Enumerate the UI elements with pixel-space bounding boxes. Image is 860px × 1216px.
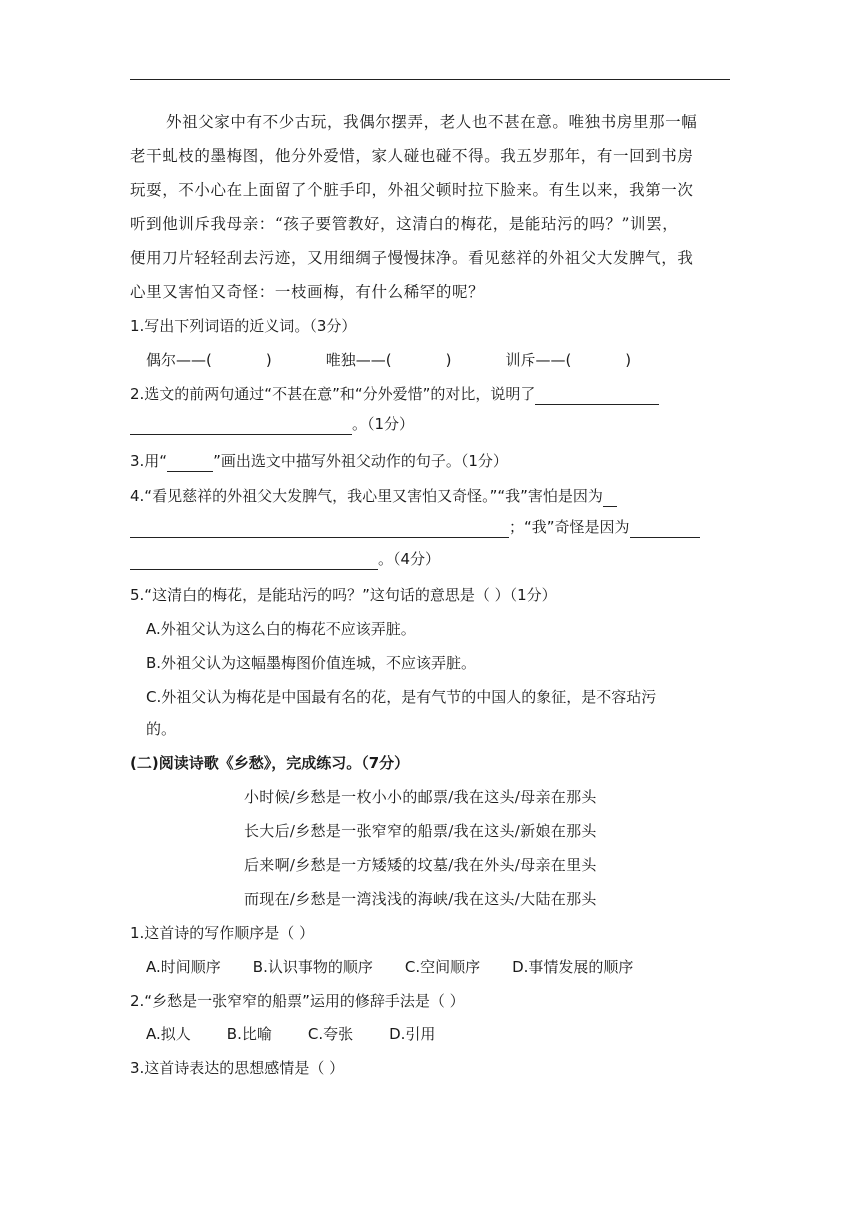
poem-line-2: 长大后/乡愁是一张窄窄的船票/我在这头/新娘在那头 [244,822,597,840]
s2-q2-option-b[interactable]: B.比喻 [226,1025,272,1043]
header-rule [130,79,730,80]
s2-q2-option-c[interactable]: C.夸张 [307,1025,354,1043]
question-5: 5.“这清白的梅花，是能玷污的吗？”这句话的意思是（ ）（1分） [130,586,557,604]
s2-q2-option-a[interactable]: A.拟人 [146,1025,191,1043]
s2-q2-options [146,1023,435,1045]
q5-option-c-cont: 的。 [146,720,177,738]
q1-synonym-row [146,349,631,371]
question-4-cont [130,516,700,538]
question-2 [130,383,659,405]
q4-answer-blank-4[interactable] [130,551,378,570]
s2-q1-option-b[interactable]: B.认识事物的顺序 [252,958,373,976]
passage-line-6: 心里又害怕又奇怪：一枝画梅，有什么稀罕的呢？ [130,283,485,301]
q2-tail: 。（1分） [352,415,415,433]
s2-question-1: 1.这首诗的写作顺序是（ ） [130,924,315,942]
s2-question-2: 2.“乡愁是一张窄窄的船票”运用的修辞手法是（ ） [130,992,465,1010]
q5-option-a[interactable]: A.外祖父认为这么白的梅花不应该弄脏。 [146,620,416,638]
q3-pre: 3.用“ [130,452,168,470]
q1-word-2: 唯独——( [325,351,392,369]
q4-answer-blank-2[interactable] [130,519,509,538]
s2-question-3: 3.这首诗表达的思想感情是（ ） [130,1059,345,1077]
q5-option-b[interactable]: B.外祖父认为这幅墨梅图价值连城，不应该弄脏。 [146,654,477,672]
s2-q1-option-a[interactable]: A.时间顺序 [146,958,221,976]
question-3 [130,450,508,472]
q3-post: ”画出选文中描写外祖父动作的句子。（1分） [213,452,508,470]
passage-line-1: 外祖父家中有不少古玩，我偶尔摆弄，老人也不甚在意。唯独书房里那一幅 [166,113,698,131]
s2-q1-option-c[interactable]: C.空间顺序 [404,958,481,976]
q2-text: 2.选文的前两句通过“不甚在意”和“分外爱惜”的对比，说明了 [130,385,536,403]
s2-q2-option-d[interactable]: D.引用 [389,1025,436,1043]
s2-q1-options [146,956,633,978]
question-2-cont [130,413,414,435]
q1-close-3: ) [625,351,632,369]
q4-text: 4.“看见慈祥的外祖父大发脾气，我心里又害怕又奇怪。”“我”害怕是因为 [130,487,603,505]
s2-q1-option-d[interactable]: D.事情发展的顺序 [512,958,634,976]
question-4 [130,485,617,507]
q2-answer-blank-2[interactable] [130,416,352,435]
poem-line-3: 后来啊/乡愁是一方矮矮的坟墓/我在外头/母亲在里头 [244,856,597,874]
q5-option-c[interactable]: C.外祖父认为梅花是中国最有名的花，是有气节的中国人的象征，是不容玷污 [146,688,657,706]
poem-line-1: 小时候/乡愁是一枚小小的邮票/我在这头/母亲在那头 [244,788,597,806]
q4-answer-blank-1[interactable] [603,488,617,507]
q4-tail: 。（4分） [378,550,441,568]
q1-word-3: 训斥——( [505,351,572,369]
passage-line-5: 便用刀片轻轻刮去污迹，又用细绸子慢慢抹净。看见慈祥的外祖父大发脾气，我 [130,249,694,267]
q2-answer-blank-1[interactable] [535,386,659,405]
question-4-cont2 [130,548,440,570]
q4-answer-blank-3[interactable] [630,519,700,538]
q1-word-1: 偶尔——( [146,351,212,369]
q3-underline-sample [167,455,213,472]
poem-line-4: 而现在/乡愁是一湾浅浅的海峡/我在这头/大陆在那头 [244,890,597,908]
q1-close-2: ) [445,351,452,369]
passage-line-4: 听到他训斥我母亲：“孩子要管教好，这清白的梅花，是能玷污的吗？”训罢， [130,215,679,233]
q1-close-1: ) [265,351,272,369]
section-2-title: (二)阅读诗歌《乡愁》，完成练习。（7分） [130,754,410,772]
question-1: 1.写出下列词语的近义词。（3分） [130,317,357,335]
passage-line-2: 老干虬枝的墨梅图，他分外爱惜，家人碰也碰不得。我五岁那年，有一回到书房 [130,147,694,165]
passage-line-3: 玩耍，不小心在上面留了个脏手印，外祖父顿时拉下脸来。有生以来，我第一次 [130,181,694,199]
q4-mid: ；“我”奇怪是因为 [509,518,630,536]
